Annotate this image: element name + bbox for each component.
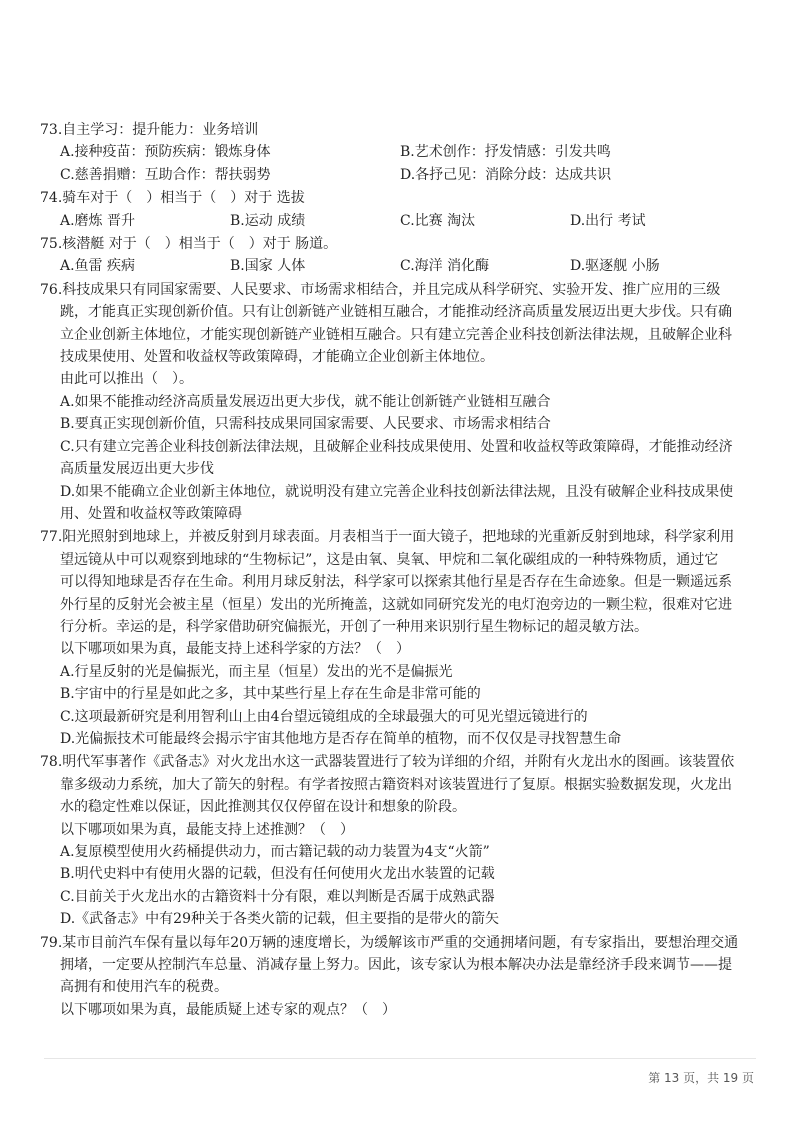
option-a: A.如果不能推动经济高质量发展迈出更大步伐，就不能让创新链产业链相互融合: [60, 393, 551, 410]
option-b: B.要真正实现创新价值，只需科技成果同国家需要、人民要求、市场需求相结合: [60, 416, 551, 433]
option-c: C.只有建立完善企业科技创新法律法规，且破解企业科技成果使用、处置和收益权等政策障碍，才能推动经济: [60, 438, 733, 455]
question-78: [40, 751, 765, 930]
option-c: C.海洋 消化酶: [400, 258, 490, 275]
stem-line: 水的稳定性难以保证，因此推测其仅仅停留在设计和想象的阶段。: [60, 799, 466, 816]
stem-line: 77.阳光照射到地球上，并被反射到月球表面。月表相当于一面大镜子，把地球的光重新反射到地球，科学家利用: [40, 529, 735, 546]
option-d: D.各抒己见：消除分歧：达成共识: [400, 166, 612, 183]
stem-line: 可以得知地球是否存在生命。利用月球反射法，科学家可以探索其他行星是否存在生命迹象。但是一颗遥远系: [60, 574, 732, 591]
page-number: 第 13 页，共 19 页: [648, 1071, 754, 1085]
question-stem: 75.核潜艇 对于（ ）相当于（ ）对于 肠道。: [40, 236, 338, 253]
option-c: C.比赛 淘汰: [400, 212, 476, 229]
options-row: [40, 141, 765, 163]
question-79: [40, 932, 765, 1022]
options-row: [40, 210, 765, 232]
stem-line: 跳，才能真正实现创新价值。只有让创新链产业链相互融合，才能推动经济高质量发展迈出更大步伐。只有确: [60, 304, 732, 321]
option-d: D.驱逐舰 小肠: [570, 258, 660, 275]
stem-line: 行分析。幸运的是，科学家借助研究偏振光，开创了一种用来识别行星生物标记的超灵敏方法。: [60, 618, 648, 635]
option-d: D.光偏振技术可能最终会揭示宇宙其他地方是否存在简单的植物，而不仅仅是寻找智慧生命: [60, 730, 622, 747]
stem-line: 76.科技成果只有同国家需要、人民要求、市场需求相结合，并且完成从科学研究、实验开发、推广应用的三级: [40, 281, 721, 298]
option-a: A.接种疫苗：预防疾病：锻炼身体: [60, 144, 271, 161]
question-74: [40, 187, 765, 232]
option-b: B.明代史料中有使用火器的记载，但没有任何使用火龙出水装置的记载: [60, 866, 495, 883]
stem-line: 技成果使用、处置和收益权等政策障碍，才能确立企业创新主体地位。: [60, 349, 494, 366]
question-stem: 74.骑车对于（ ）相当于（ ）对于 选拔: [40, 190, 305, 207]
question-prompt: 以下哪项如果为真，最能支持上述推测？（ ）: [60, 821, 354, 838]
question-76: [40, 279, 765, 525]
option-a: A.行星反射的光是偏振光，而主星（恒星）发出的光不是偏振光: [60, 663, 453, 680]
options-row: [40, 164, 765, 186]
option-b: B.宇宙中的行星是如此之多，其中某些行星上存在生命是非常可能的: [60, 686, 481, 703]
option-b: B.国家 人体: [230, 258, 306, 275]
options-row: [40, 255, 765, 277]
option-a: A.复原模型使用火药桶提供动力，而古籍记载的动力装置为4支“火箭”: [60, 844, 490, 860]
question-73: [40, 119, 765, 186]
option-d: D.《武备志》中有29种关于各类火箭的记载，但主要指的是带火的箭矢: [60, 911, 499, 928]
option-d-cont: 用、处置和收益权等政策障碍: [60, 505, 242, 522]
option-b: B.艺术创作：抒发情感：引发共鸣: [400, 144, 611, 161]
option-c: C.目前关于火龙出水的古籍资料十分有限，难以判断是否属于成熟武器: [60, 888, 495, 905]
question-prompt: 以下哪项如果为真，最能支持上述科学家的方法？（ ）: [60, 641, 410, 658]
stem-line: 79.某市目前汽车保有量以每年20万辆的速度增长，为缓解该市严重的交通拥堵问题，有专家指出，要想治理交通: [40, 934, 739, 951]
question-stem: 73.自主学习：提升能力：业务培训: [40, 122, 259, 138]
option-c: C.慈善捐赠：互助合作：帮扶弱势: [60, 166, 271, 183]
question-75: [40, 233, 765, 278]
option-d: D.出行 考试: [570, 212, 646, 229]
stem-line: 外行星的反射光会被主星（恒星）发出的光所掩盖，这就如同研究发光的电灯泡旁边的一颗尘粒，很难对它进: [60, 596, 732, 613]
stem-line: 靠多级动力系统，加大了箭矢的射程。有学者按照古籍资料对该装置进行了复原。根据实验数据发现，火龙出: [60, 776, 732, 793]
option-b: B.运动 成绩: [230, 212, 306, 229]
option-a: A.鱼雷 疾病: [60, 258, 136, 275]
question-prompt: 由此可以推出（ ）。: [60, 371, 193, 388]
question-prompt: 以下哪项如果为真，最能质疑上述专家的观点？（ ）: [60, 1001, 396, 1018]
page-content: [40, 119, 765, 1022]
stem-line: 78.明代军事著作《武备志》对火龙出水这一武器装置进行了较为详细的介绍，并附有火龙出水的图画。该装置依: [40, 754, 735, 771]
stem-line: 高拥有和使用汽车的税费。: [60, 979, 228, 996]
option-c-cont: 高质量发展迈出更大步伐: [60, 461, 214, 478]
option-a: A.磨炼 晋升: [60, 212, 136, 229]
option-c: C.这项最新研究是利用智利山上由4台望远镜组成的全球最强大的可见光望远镜进行的: [60, 708, 588, 725]
stem-line: 拥堵，一定要从控制汽车总量、消减存量上努力。因此，该专家认为根本解决办法是靠经济手段来调节——提: [60, 957, 732, 974]
footer-divider: [44, 1058, 756, 1059]
option-d: D.如果不能确立企业创新主体地位，就说明没有建立完善企业科技创新法律法规，且没有破解企业科技成果使: [60, 483, 734, 500]
stem-line: 望远镜从中可以观察到地球的“生物标记”，这是由氧、臭氧、甲烷和二氧化碳组成的一种特殊物质，通过它: [60, 551, 719, 568]
stem-line: 立企业创新主体地位，才能实现创新链产业链相互融合。只有建立完善企业科技创新法律法规，且破解企业科: [60, 326, 732, 343]
question-77: [40, 526, 765, 750]
